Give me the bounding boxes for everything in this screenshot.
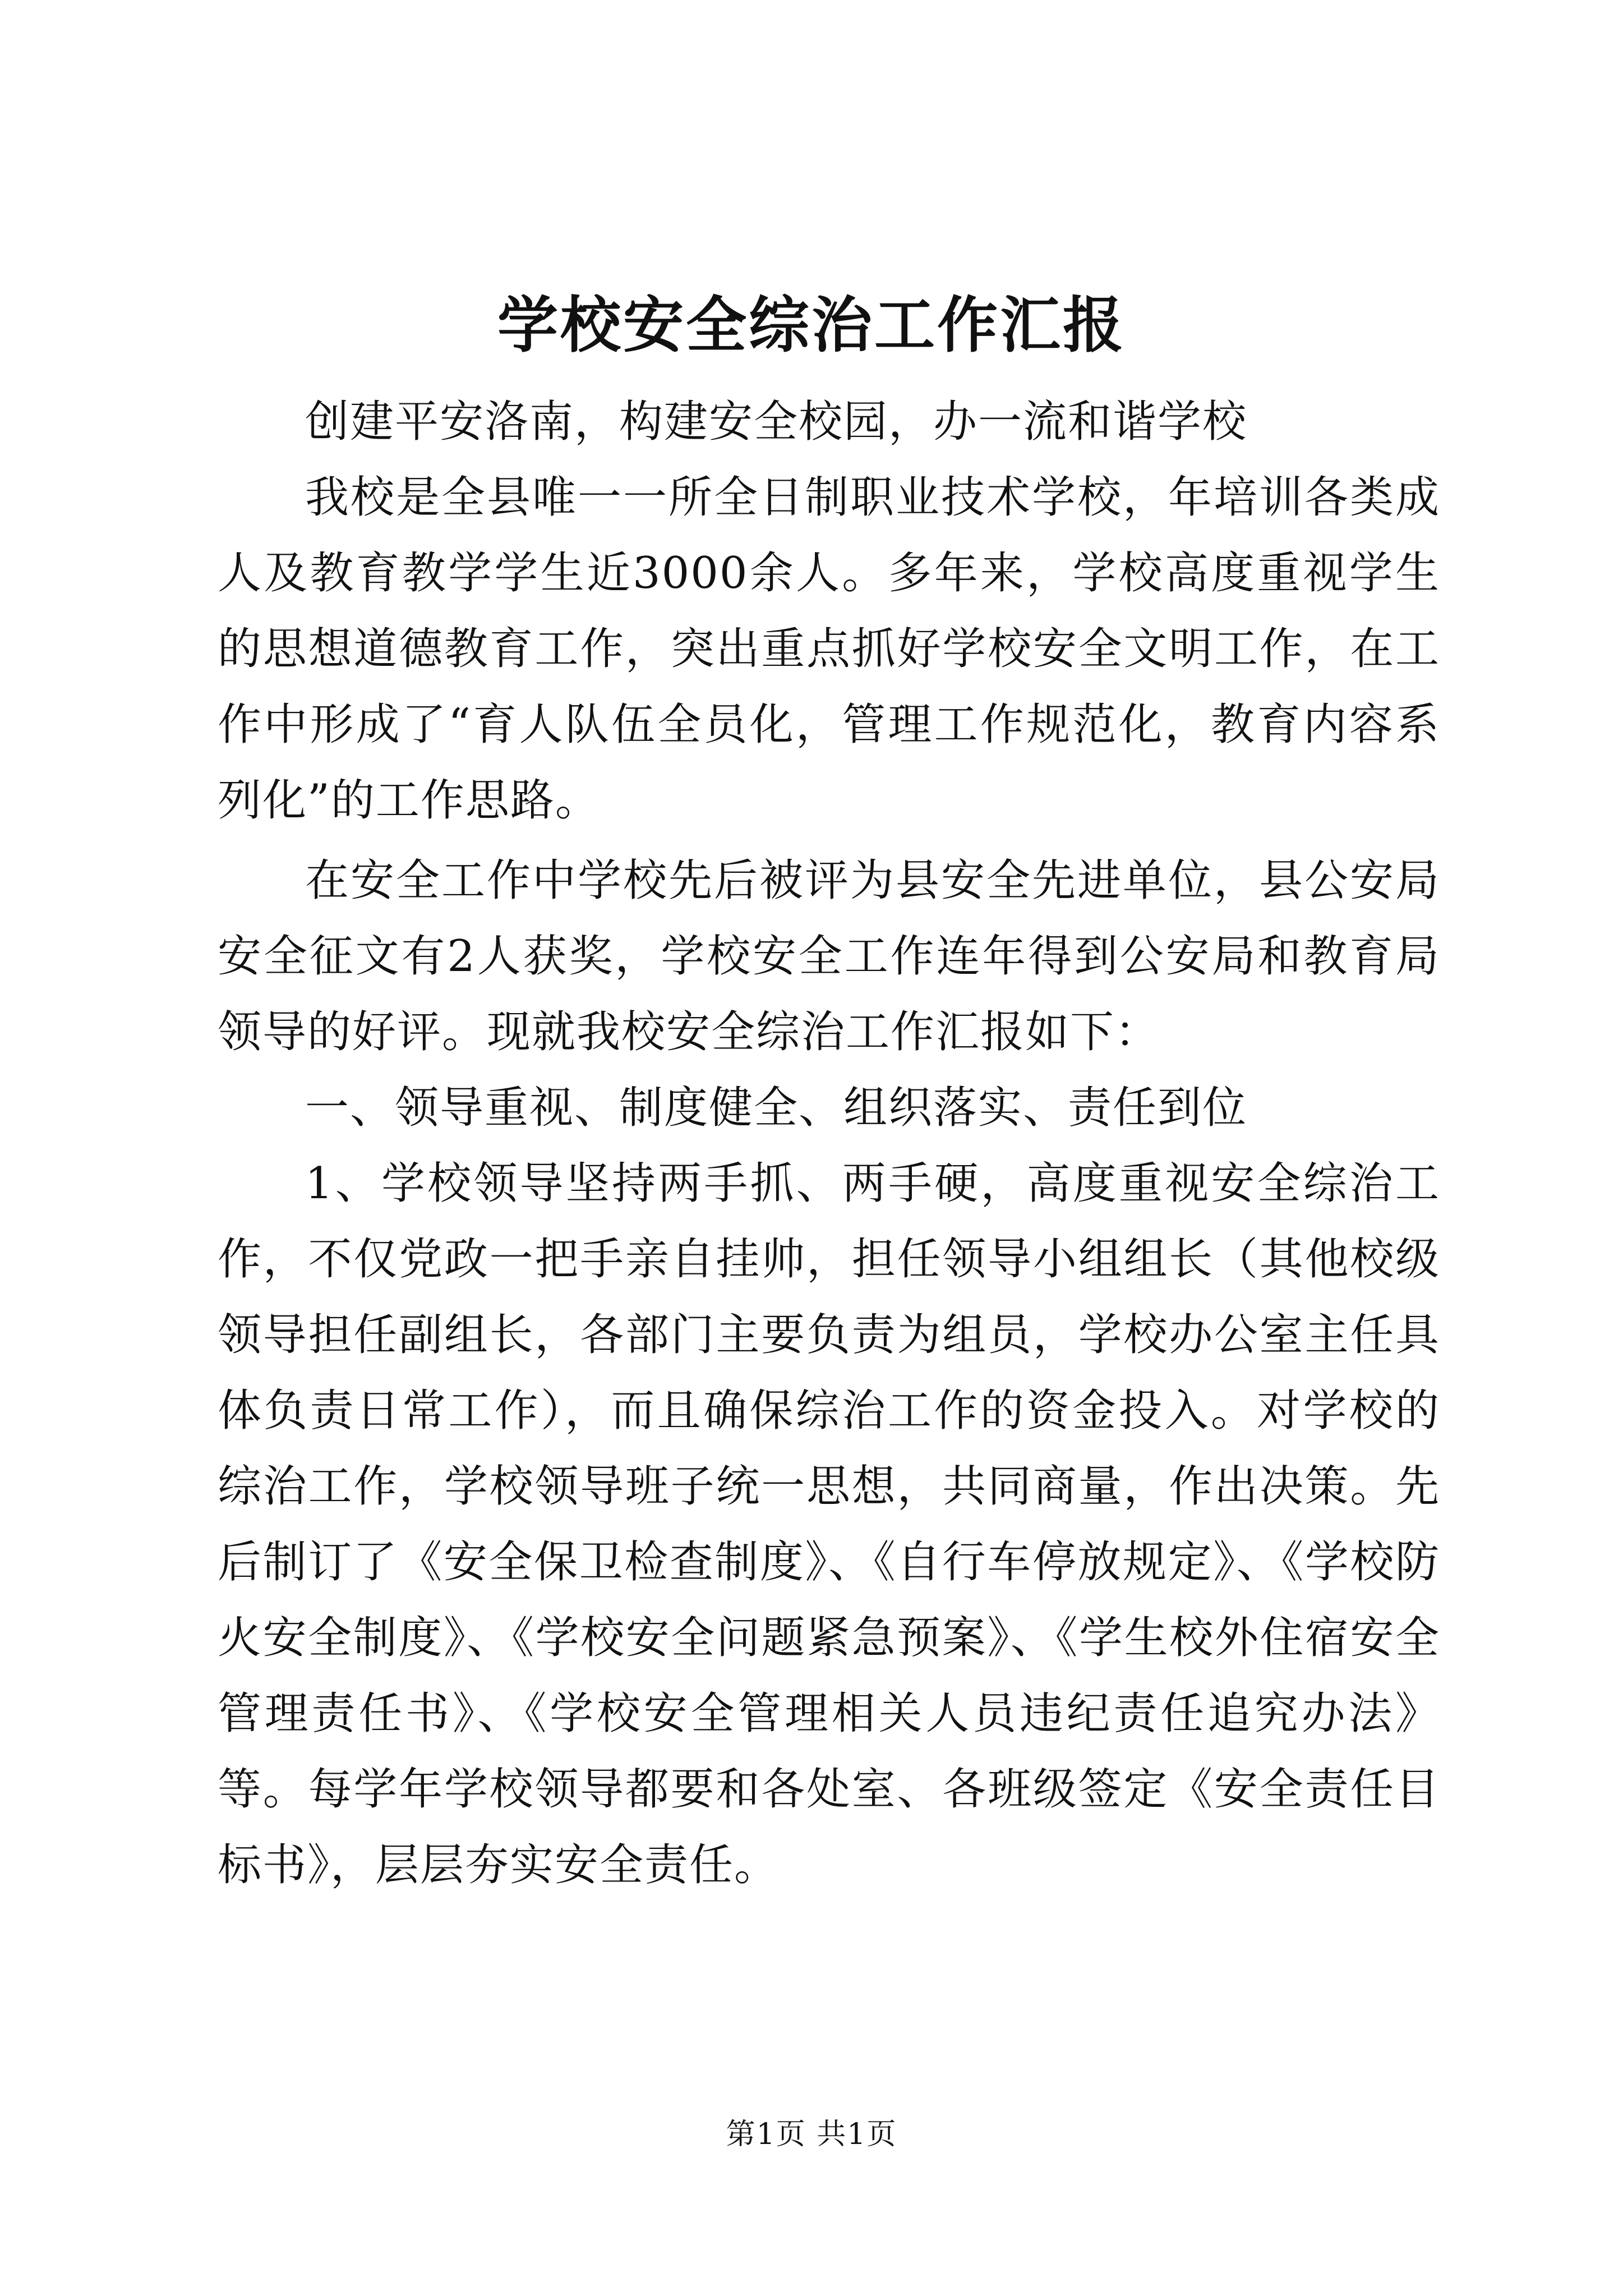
- paragraph-leadership: 1、学校领导坚持两手抓、两手硬，高度重视安全综治工作，不仅党政一把手亲自挂帅，担任领导小组组长（其他校级领导担任副组长，各部门主要负责为组员，学校办公室主任具体负责日常工作），而且确保综治工作的资金投入。对学校的综治工作，学校领导班子统一思想，共同商量，作出决策。先后制订了《安全保卫检查制度》、《自行车停放规定》、《学校防火安全制度》、《学校安全问题紧急预案》、《学生校外住宿安全管理责任书》、《学校安全管理相关人员违纪责任追究办法》等。每学年学校领导都要和各处室、各班级签定《安全责任目标书》，层层夯实安全责任。: [218, 1158, 1440, 1890]
- page-footer: 第1页 共1页: [726, 2118, 897, 2151]
- document-body: [218, 384, 1440, 1903]
- paragraph-slogan: 创建平安洛南，构建安全校园，办一流和谐学校: [305, 397, 1248, 447]
- section-heading-1: 一、领导重视、制度健全、组织落实、责任到位: [305, 1083, 1248, 1133]
- paragraph-achievements: 在安全工作中学校先后被评为县安全先进单位，县公安局安全征文有2人获奖，学校安全工作连年得到公安局和教育局领导的好评。现就我校安全综治工作汇报如下：: [218, 855, 1440, 1057]
- document-title: 学校安全综治工作汇报: [497, 290, 1126, 361]
- paragraph-school-intro: 我校是全县唯一一所全日制职业技术学校，年培训各类成人及教育教学学生近3000余人。多年来，学校高度重视学生的思想道德教育工作，突出重点抓好学校安全文明工作，在工作中形成了“育人队伍全员化，管理工作规范化，教育内容系列化”的工作思路。: [218, 472, 1440, 826]
